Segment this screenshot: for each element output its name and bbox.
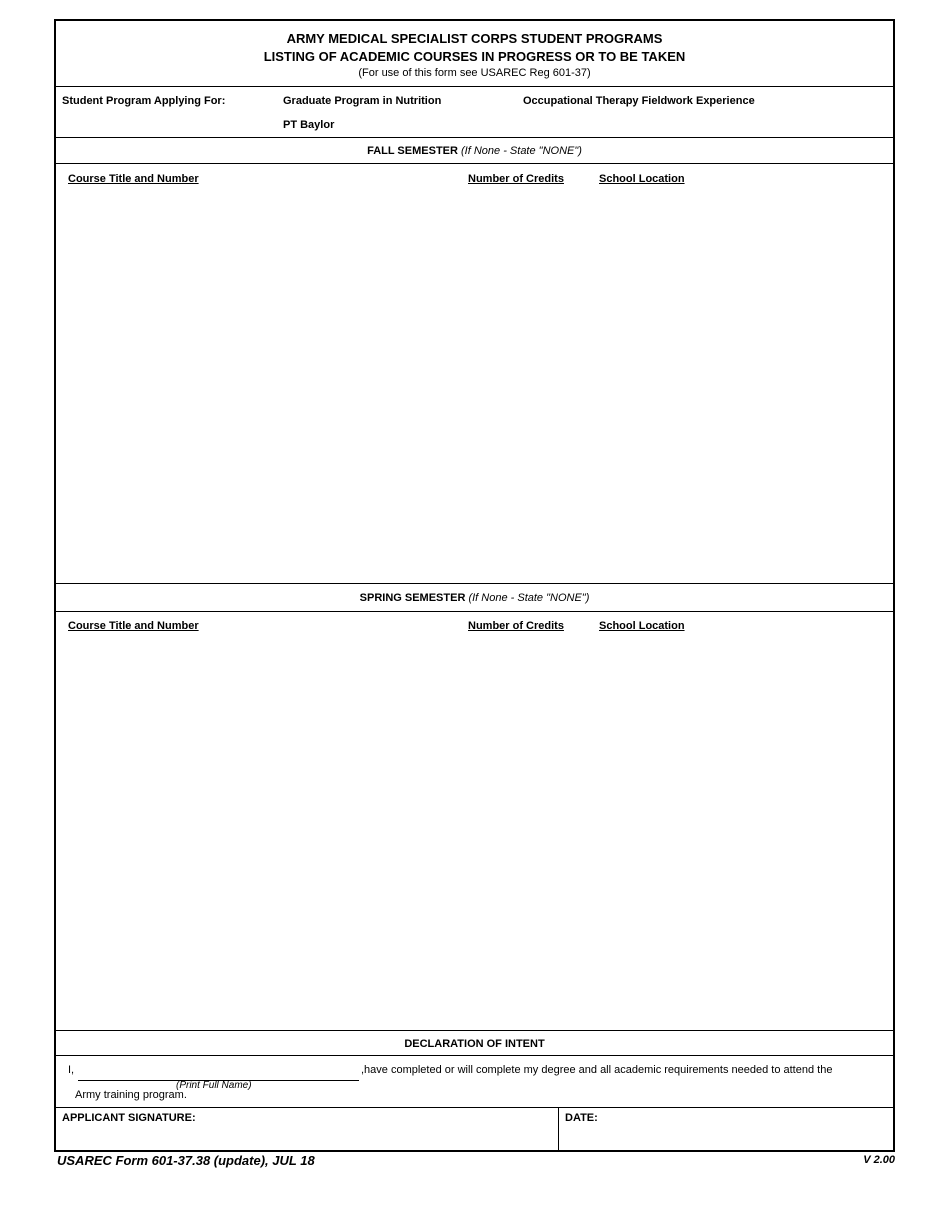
divider — [56, 163, 893, 164]
declaration-statement-end: Army training program. — [75, 1089, 187, 1101]
program-option-ot-fieldwork[interactable]: Occupational Therapy Fieldwork Experience — [523, 95, 755, 107]
fall-col-credits: Number of Credits — [468, 173, 564, 185]
form-subtitle: (For use of this form see USAREC Reg 601-37) — [358, 67, 591, 79]
divider — [56, 86, 893, 87]
date-field[interactable] — [565, 1127, 887, 1149]
fall-col-course: Course Title and Number — [68, 173, 199, 185]
fall-col-location: School Location — [599, 173, 685, 185]
signature-label: APPLICANT SIGNATURE: — [62, 1112, 196, 1124]
spring-semester-note: (If None - State "NONE") — [468, 592, 590, 604]
program-label: Student Program Applying For: — [62, 95, 226, 107]
divider — [56, 1055, 893, 1056]
program-option-nutrition[interactable]: Graduate Program in Nutrition — [283, 95, 442, 107]
declaration-prefix: I, — [68, 1064, 75, 1076]
spring-col-location: School Location — [599, 620, 685, 632]
program-option-pt-baylor[interactable]: PT Baylor — [283, 119, 335, 131]
spring-col-credits: Number of Credits — [468, 620, 564, 632]
form-title-line1: ARMY MEDICAL SPECIALIST CORPS STUDENT PROGRAMS — [286, 31, 663, 46]
declaration-statement: ,have completed or will complete my degree and all academic requirements needed to attend the — [361, 1064, 833, 1076]
divider — [56, 1107, 893, 1108]
full-name-caption: (Print Full Name) — [176, 1080, 252, 1091]
divider — [56, 583, 893, 584]
form-id: USAREC Form 601-37.38 (update), JUL 18 — [57, 1153, 315, 1168]
date-label: DATE: — [565, 1112, 598, 1124]
spring-semester-title: SPRING SEMESTER — [359, 592, 466, 604]
full-name-input[interactable] — [78, 1062, 359, 1081]
spring-semester-heading — [56, 592, 893, 604]
form-frame — [54, 19, 895, 1152]
fall-semester-note: (If None - State "NONE") — [461, 145, 582, 157]
divider — [56, 1030, 893, 1031]
declaration-title: DECLARATION OF INTENT — [404, 1038, 545, 1050]
fall-semester-title: FALL SEMESTER — [367, 145, 458, 157]
fall-courses-field[interactable] — [62, 191, 888, 581]
divider — [56, 611, 893, 612]
divider — [56, 137, 893, 138]
signature-divider — [558, 1107, 559, 1152]
form-title-line2: LISTING OF ACADEMIC COURSES IN PROGRESS OR TO BE TAKEN — [263, 49, 686, 64]
form-version: V 2.00 — [863, 1154, 895, 1166]
fall-semester-heading — [56, 145, 893, 157]
signature-field[interactable] — [62, 1127, 552, 1149]
spring-courses-field[interactable] — [62, 638, 888, 1028]
spring-col-course: Course Title and Number — [68, 620, 199, 632]
